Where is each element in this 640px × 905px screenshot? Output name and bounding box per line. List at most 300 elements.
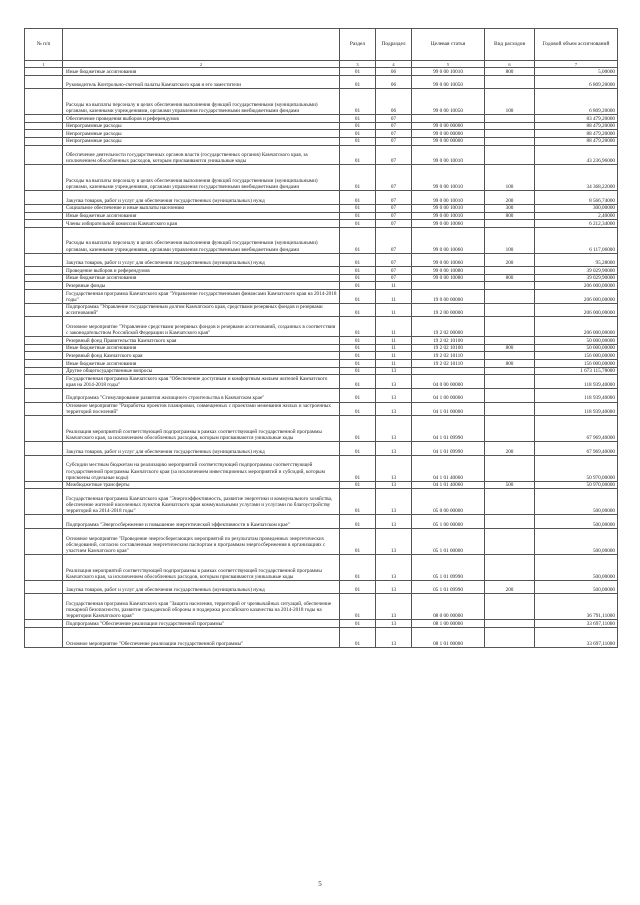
row-section-cell: 01	[340, 627, 376, 647]
table-row	[25, 317, 618, 337]
table-row	[25, 580, 618, 594]
table-row	[25, 165, 618, 191]
row-section-cell: 01	[340, 416, 376, 442]
row-subsection-cell: 07	[376, 145, 412, 165]
row-subsection-cell: 11	[376, 337, 412, 345]
row-name-cell: Непрограммные расходы	[63, 122, 340, 130]
table-row	[25, 388, 618, 402]
row-name-cell: Иные бюджетные ассигнования	[63, 344, 340, 352]
row-expense-cell	[485, 367, 535, 375]
page-number: 5	[318, 880, 322, 888]
row-expense-cell: 800	[485, 68, 535, 76]
row-subsection-cell: 11	[376, 290, 412, 304]
table-row	[25, 620, 618, 628]
row-subsection-cell: 13	[376, 594, 412, 620]
row-name-cell: Основное мероприятие "Проведение энергосберегающих мероприятий по результатам проведенных энергетических обследований, согласно составленным энергетическим паспортам и программам энергосбережения в организациях с участием Камчатского края"	[63, 528, 340, 554]
row-subsection-cell: 07	[376, 165, 412, 191]
row-target-cell	[412, 282, 485, 290]
row-expense-cell: 100	[485, 165, 535, 191]
table-row	[25, 554, 618, 580]
row-number-cell	[25, 344, 63, 352]
header-subsection: Подраздел	[376, 29, 412, 61]
row-expense-cell: 800	[485, 274, 535, 282]
row-subsection-cell: 13	[376, 402, 412, 416]
row-amount-cell: 1 673 115,78000	[535, 367, 618, 375]
row-target-cell: 19 2 00 00000	[412, 303, 485, 317]
table-row	[25, 115, 618, 123]
table-row	[25, 68, 618, 76]
header-annual-amount: Годовой объем ассигнований	[535, 29, 618, 61]
row-section-cell: 01	[340, 267, 376, 275]
row-amount-cell: 50 970,00000	[535, 481, 618, 489]
row-subsection-cell: 13	[376, 375, 412, 389]
row-section-cell: 01	[340, 360, 376, 368]
row-section-cell: 01	[340, 274, 376, 282]
row-name-cell: Обеспечение деятельности государственных органов власти (государственных органов) Камчатского края, за исключением обособленных расходов, которым присваиваются уникальные коды	[63, 145, 340, 165]
row-number-cell	[25, 89, 63, 115]
row-amount-cell: 33 697,11000	[535, 627, 618, 647]
table-row	[25, 145, 618, 165]
row-expense-cell	[485, 489, 535, 515]
row-number-cell	[25, 352, 63, 360]
row-target-cell: 99 0 00 10010	[412, 165, 485, 191]
row-subsection-cell: 13	[376, 515, 412, 529]
row-name-cell: Обеспечение проведения выборов и референдумов	[63, 115, 340, 123]
row-expense-cell	[485, 145, 535, 165]
row-amount-cell: 50 000,00000	[535, 344, 618, 352]
column-number: 2	[63, 61, 340, 68]
row-amount-cell: 36 791,11000	[535, 594, 618, 620]
row-target-cell: 19 2 02 10100	[412, 337, 485, 345]
row-subsection-cell: 13	[376, 442, 412, 456]
row-expense-cell	[485, 455, 535, 481]
table-row	[25, 402, 618, 416]
row-name-cell: Иные бюджетные ассигнования	[63, 360, 340, 368]
header-target-article: Целевая статья	[412, 29, 485, 61]
row-section-cell: 01	[340, 554, 376, 580]
row-target-cell: 99 0 00 10010	[412, 68, 485, 76]
row-target-cell: 99 0 00 10050	[412, 89, 485, 115]
row-subsection-cell: 13	[376, 489, 412, 515]
row-subsection-cell: 07	[376, 274, 412, 282]
row-number-cell	[25, 290, 63, 304]
row-expense-cell	[485, 352, 535, 360]
row-name-cell: Государственная программа Камчатского края "Энергоэффективность, развитие энергетики и коммунального хозяйства, обеспечение жителей населенных пунктов Камчатского края коммунальными услугами и услугами по благоустройству территорий на 2014-2018 годы"	[63, 489, 340, 515]
row-amount-cell: 118 939,40000	[535, 375, 618, 389]
row-amount-cell: 500,00000	[535, 515, 618, 529]
row-number-cell	[25, 303, 63, 317]
row-amount-cell: 67 969,40000	[535, 442, 618, 456]
row-subsection-cell: 06	[376, 89, 412, 115]
table-row	[25, 282, 618, 290]
row-section-cell: 01	[340, 402, 376, 416]
row-name-cell: Подпрограмма "Стимулирование развития жилищного строительства в Камчатском крае"	[63, 388, 340, 402]
row-name-cell: Государственная программа Камчатского края "Управление государственными финансами Камчатского края на 2014-2018 годы"	[63, 290, 340, 304]
header-name	[63, 29, 340, 61]
row-subsection-cell: 06	[376, 68, 412, 76]
row-target-cell: 05 1 01 09990	[412, 580, 485, 594]
row-target-cell: 04 1 01 09990	[412, 416, 485, 442]
row-amount-cell: 34 368,22000	[535, 165, 618, 191]
row-subsection-cell: 13	[376, 367, 412, 375]
row-amount-cell: 50 970,00000	[535, 455, 618, 481]
row-number-cell	[25, 455, 63, 481]
row-name-cell: Непрограммные расходы	[63, 137, 340, 145]
row-name-cell: Члены избирательной комиссии Камчатского края	[63, 220, 340, 228]
row-section-cell: 01	[340, 580, 376, 594]
row-expense-cell	[485, 282, 535, 290]
row-name-cell: Расходы на выплаты персоналу в целях обеспечения выполнения функций государственными (муниципальными) органами, казенными учреждениями, органами управления государственными внебюджетными фондами	[63, 227, 340, 253]
row-target-cell: 08 1 00 00000	[412, 620, 485, 628]
row-target-cell: 04 0 00 00000	[412, 375, 485, 389]
row-target-cell: 99 0 00 10010	[412, 191, 485, 205]
table-row	[25, 352, 618, 360]
row-expense-cell: 500	[485, 481, 535, 489]
row-name-cell: Расходы на выплаты персоналу в целях обеспечения выполнения функций государственными (муниципальными) органами, казенными учреждениями, органами управления государственными внебюджетными фондами	[63, 89, 340, 115]
row-number-cell	[25, 68, 63, 76]
row-section-cell: 01	[340, 528, 376, 554]
row-section-cell: 01	[340, 220, 376, 228]
row-subsection-cell: 07	[376, 115, 412, 123]
row-amount-cell: 206 000,00000	[535, 303, 618, 317]
row-expense-cell	[485, 515, 535, 529]
row-number-cell	[25, 367, 63, 375]
row-target-cell: 19 2 02 10110	[412, 352, 485, 360]
row-subsection-cell: 13	[376, 388, 412, 402]
row-section-cell: 01	[340, 442, 376, 456]
row-amount-cell: 50 000,00000	[535, 337, 618, 345]
row-expense-cell	[485, 375, 535, 389]
column-number: 4	[376, 61, 412, 68]
row-amount-cell: 2,40000	[535, 212, 618, 220]
row-amount-cell: 6 809,20000	[535, 75, 618, 89]
row-target-cell: 19 2 02 10100	[412, 344, 485, 352]
row-section-cell: 01	[340, 145, 376, 165]
row-subsection-cell: 07	[376, 204, 412, 212]
row-amount-cell: 6 117,06000	[535, 227, 618, 253]
row-expense-cell: 200	[485, 580, 535, 594]
table-row	[25, 455, 618, 481]
row-subsection-cell: 06	[376, 75, 412, 89]
table-row	[25, 89, 618, 115]
row-target-cell: 05 1 00 00000	[412, 515, 485, 529]
row-name-cell: Резервный фонд Правительства Камчатского края	[63, 337, 340, 345]
row-subsection-cell: 07	[376, 253, 412, 267]
table-row	[25, 360, 618, 368]
row-number-cell	[25, 337, 63, 345]
row-number-cell	[25, 402, 63, 416]
row-target-cell: 99 0 00 10050	[412, 75, 485, 89]
row-subsection-cell: 11	[376, 303, 412, 317]
row-section-cell: 01	[340, 282, 376, 290]
row-expense-cell	[485, 402, 535, 416]
row-amount-cell: 43 236,96000	[535, 145, 618, 165]
row-amount-cell: 500,00000	[535, 528, 618, 554]
row-expense-cell: 800	[485, 344, 535, 352]
row-subsection-cell: 13	[376, 620, 412, 628]
row-section-cell: 01	[340, 68, 376, 76]
row-number-cell	[25, 627, 63, 647]
row-amount-cell: 67 969,40000	[535, 416, 618, 442]
row-expense-cell: 800	[485, 360, 535, 368]
column-number: 7	[535, 61, 618, 68]
row-expense-cell: 100	[485, 89, 535, 115]
row-subsection-cell: 11	[376, 360, 412, 368]
row-target-cell: 99 0 00 10010	[412, 204, 485, 212]
row-amount-cell: 88 479,20000	[535, 130, 618, 138]
row-target-cell: 99 0 00 10010	[412, 145, 485, 165]
row-section-cell: 01	[340, 367, 376, 375]
table-row	[25, 367, 618, 375]
row-target-cell: 04 1 01 40060	[412, 481, 485, 489]
row-name-cell: Расходы на выплаты персоналу в целях обеспечения выполнения функций государственными (муниципальными) органами, казенными учреждениями, органами управления государственными внебюджетными фондами	[63, 165, 340, 191]
row-expense-cell	[485, 220, 535, 228]
row-expense-cell	[485, 416, 535, 442]
row-number-cell	[25, 145, 63, 165]
row-section-cell: 01	[340, 122, 376, 130]
row-amount-cell: 118 939,40000	[535, 388, 618, 402]
row-number-cell	[25, 115, 63, 123]
row-name-cell: Социальное обеспечение и иные выплаты населению	[63, 204, 340, 212]
row-section-cell: 01	[340, 375, 376, 389]
row-amount-cell: 156 000,00000	[535, 352, 618, 360]
table-row	[25, 212, 618, 220]
row-number-cell	[25, 515, 63, 529]
column-number: 3	[340, 61, 376, 68]
row-number-cell	[25, 130, 63, 138]
row-section-cell: 01	[340, 303, 376, 317]
row-target-cell: 19 0 00 00000	[412, 290, 485, 304]
row-amount-cell: 118 939,40000	[535, 402, 618, 416]
row-subsection-cell: 07	[376, 227, 412, 253]
row-number-cell	[25, 528, 63, 554]
row-section-cell: 01	[340, 352, 376, 360]
row-expense-cell	[485, 137, 535, 145]
row-name-cell: Непрограммные расходы	[63, 130, 340, 138]
row-expense-cell: 300	[485, 204, 535, 212]
table-row	[25, 274, 618, 282]
row-number-cell	[25, 375, 63, 389]
row-subsection-cell: 07	[376, 212, 412, 220]
row-expense-cell	[485, 267, 535, 275]
row-section-cell: 01	[340, 253, 376, 267]
row-amount-cell: 5,00000	[535, 68, 618, 76]
table-row	[25, 290, 618, 304]
row-expense-cell: 200	[485, 442, 535, 456]
column-number: 5	[412, 61, 485, 68]
row-amount-cell: 39 029,90000	[535, 274, 618, 282]
table-row	[25, 220, 618, 228]
row-subsection-cell: 07	[376, 220, 412, 228]
row-name-cell: Закупка товаров, работ и услуг для обеспечения государственных (муниципальных) нужд	[63, 253, 340, 267]
table-header-row	[25, 29, 618, 61]
row-name-cell: Проведение выборов и референдумов	[63, 267, 340, 275]
row-expense-cell	[485, 528, 535, 554]
row-expense-cell: 800	[485, 212, 535, 220]
row-target-cell: 04 1 01 40060	[412, 455, 485, 481]
row-target-cell: 05 1 01 09990	[412, 554, 485, 580]
header-number: № п/п	[25, 29, 63, 61]
table-row	[25, 344, 618, 352]
row-target-cell: 99 0 00 10060	[412, 253, 485, 267]
row-expense-cell: 200	[485, 191, 535, 205]
row-section-cell: 01	[340, 337, 376, 345]
column-number: 6	[485, 61, 535, 68]
row-section-cell: 01	[340, 165, 376, 191]
row-subsection-cell: 07	[376, 191, 412, 205]
row-subsection-cell: 11	[376, 344, 412, 352]
row-amount-cell: 39 029,90000	[535, 267, 618, 275]
row-subsection-cell: 13	[376, 481, 412, 489]
table-row	[25, 130, 618, 138]
row-subsection-cell: 07	[376, 267, 412, 275]
row-section-cell: 01	[340, 137, 376, 145]
header-section: Раздел	[340, 29, 376, 61]
table-row	[25, 191, 618, 205]
header-expense-type: Вид расходов	[485, 29, 535, 61]
row-name-cell: Иные бюджетные ассигнования	[63, 212, 340, 220]
row-name-cell: Подпрограмма "Обеспечение реализации государственной программы"	[63, 620, 340, 628]
row-number-cell	[25, 267, 63, 275]
row-name-cell: Подпрограмма "Управление государственным долгом Камчатского края, средствами резервных фондов и резервами ассигнований"	[63, 303, 340, 317]
row-name-cell: Государственная программа Камчатского края "Обеспечение доступным и комфортным жильем жителей Камчатского края на 2014-2018 годы"	[63, 375, 340, 389]
row-expense-cell	[485, 554, 535, 580]
row-section-cell: 01	[340, 130, 376, 138]
row-amount-cell: 206 000,00000	[535, 290, 618, 304]
table-row	[25, 515, 618, 529]
row-section-cell: 01	[340, 489, 376, 515]
row-number-cell	[25, 227, 63, 253]
table-row	[25, 337, 618, 345]
row-expense-cell	[485, 620, 535, 628]
row-name-cell: Межбюджетные трансферты	[63, 481, 340, 489]
table-row	[25, 416, 618, 442]
row-name-cell: Закупка товаров, работ и услуг для обеспечения государственных (муниципальных) нужд	[63, 442, 340, 456]
row-subsection-cell: 07	[376, 122, 412, 130]
row-expense-cell	[485, 317, 535, 337]
row-target-cell: 99 0 00 00000	[412, 137, 485, 145]
row-amount-cell: 206 000,00000	[535, 282, 618, 290]
row-expense-cell: 200	[485, 253, 535, 267]
row-number-cell	[25, 317, 63, 337]
row-number-cell	[25, 165, 63, 191]
row-expense-cell	[485, 627, 535, 647]
table-row	[25, 122, 618, 130]
row-target-cell: 99 0 00 10060	[412, 220, 485, 228]
row-amount-cell: 156 000,00000	[535, 360, 618, 368]
row-number-cell	[25, 274, 63, 282]
row-target-cell: 99 0 00 10060	[412, 227, 485, 253]
row-subsection-cell: 07	[376, 137, 412, 145]
budget-table-sheet	[24, 28, 617, 648]
row-expense-cell	[485, 75, 535, 89]
row-subsection-cell: 11	[376, 317, 412, 337]
row-section-cell: 01	[340, 481, 376, 489]
row-amount-cell: 33 697,11000	[535, 620, 618, 628]
row-amount-cell: 500,00000	[535, 554, 618, 580]
row-number-cell	[25, 388, 63, 402]
row-subsection-cell: 13	[376, 554, 412, 580]
row-target-cell: 99 0 00 00000	[412, 122, 485, 130]
row-target-cell: 19 2 02 10110	[412, 360, 485, 368]
row-expense-cell	[485, 290, 535, 304]
row-amount-cell: 88 479,20000	[535, 122, 618, 130]
row-section-cell: 01	[340, 344, 376, 352]
row-number-cell	[25, 360, 63, 368]
row-target-cell: 05 0 00 00000	[412, 489, 485, 515]
row-section-cell: 01	[340, 317, 376, 337]
row-amount-cell: 6 212,34000	[535, 220, 618, 228]
row-expense-cell	[485, 388, 535, 402]
row-amount-cell: 83 479,20000	[535, 115, 618, 123]
table-row	[25, 137, 618, 145]
row-section-cell: 01	[340, 204, 376, 212]
row-amount-cell: 300,00000	[535, 204, 618, 212]
row-name-cell: Реализация мероприятий соответствующей подпрограммы в рамках соответствующей государственной программы Камчатского края, за исключением обособленных расходов, которым присваиваются уникальные коды	[63, 416, 340, 442]
row-name-cell: Закупка товаров, работ и услуг для обеспечения государственных (муниципальных) нужд	[63, 191, 340, 205]
table-body	[25, 68, 618, 648]
row-subsection-cell: 13	[376, 455, 412, 481]
row-target-cell: 08 0 00 00000	[412, 594, 485, 620]
table-row	[25, 442, 618, 456]
row-number-cell	[25, 75, 63, 89]
row-amount-cell: 500,00000	[535, 580, 618, 594]
row-subsection-cell: 11	[376, 282, 412, 290]
row-section-cell: 01	[340, 75, 376, 89]
row-section-cell: 01	[340, 191, 376, 205]
row-number-cell	[25, 442, 63, 456]
row-subsection-cell: 07	[376, 130, 412, 138]
row-expense-cell	[485, 130, 535, 138]
row-target-cell: 99 0 00 00000	[412, 130, 485, 138]
row-section-cell: 01	[340, 115, 376, 123]
row-number-cell	[25, 580, 63, 594]
row-number-cell	[25, 122, 63, 130]
row-target-cell	[412, 115, 485, 123]
row-number-cell	[25, 554, 63, 580]
row-name-cell: Резервные фонды	[63, 282, 340, 290]
table-row	[25, 489, 618, 515]
row-section-cell: 01	[340, 594, 376, 620]
row-target-cell: 19 2 02 00000	[412, 317, 485, 337]
row-amount-cell: 500,00000	[535, 489, 618, 515]
row-section-cell: 01	[340, 388, 376, 402]
row-number-cell	[25, 204, 63, 212]
row-target-cell: 08 1 01 00000	[412, 627, 485, 647]
row-subsection-cell: 13	[376, 580, 412, 594]
row-number-cell	[25, 594, 63, 620]
row-name-cell: Реализация мероприятий соответствующей подпрограммы в рамках соответствующей государственной программы Камчатского края, за исключением обособленных расходов, которым присваиваются уникальные коды	[63, 554, 340, 580]
row-name-cell: Иные бюджетные ассигнования	[63, 274, 340, 282]
row-name-cell: Руководитель Контрольно-счетной палаты Камчатского края и его заместители	[63, 75, 340, 89]
row-subsection-cell: 11	[376, 352, 412, 360]
row-target-cell: 05 1 01 00000	[412, 528, 485, 554]
row-name-cell: Подпрограмма "Энергосбережение и повышение энергетической эффективности в Камчатском крае"	[63, 515, 340, 529]
table-row	[25, 75, 618, 89]
row-target-cell: 04 1 01 00000	[412, 402, 485, 416]
row-section-cell: 01	[340, 515, 376, 529]
row-number-cell	[25, 481, 63, 489]
table-row	[25, 481, 618, 489]
column-number: 1	[25, 61, 63, 68]
table-row	[25, 267, 618, 275]
row-name-cell: Основное мероприятие "Управление средствами резервных фондов и резервами ассигнований, созданных в соответствии с законодательством Российской Федерации и Камчатского края"	[63, 317, 340, 337]
row-number-cell	[25, 191, 63, 205]
row-expense-cell	[485, 115, 535, 123]
row-target-cell: 99 0 00 10080	[412, 267, 485, 275]
row-expense-cell	[485, 594, 535, 620]
row-amount-cell: 8 566,74000	[535, 191, 618, 205]
